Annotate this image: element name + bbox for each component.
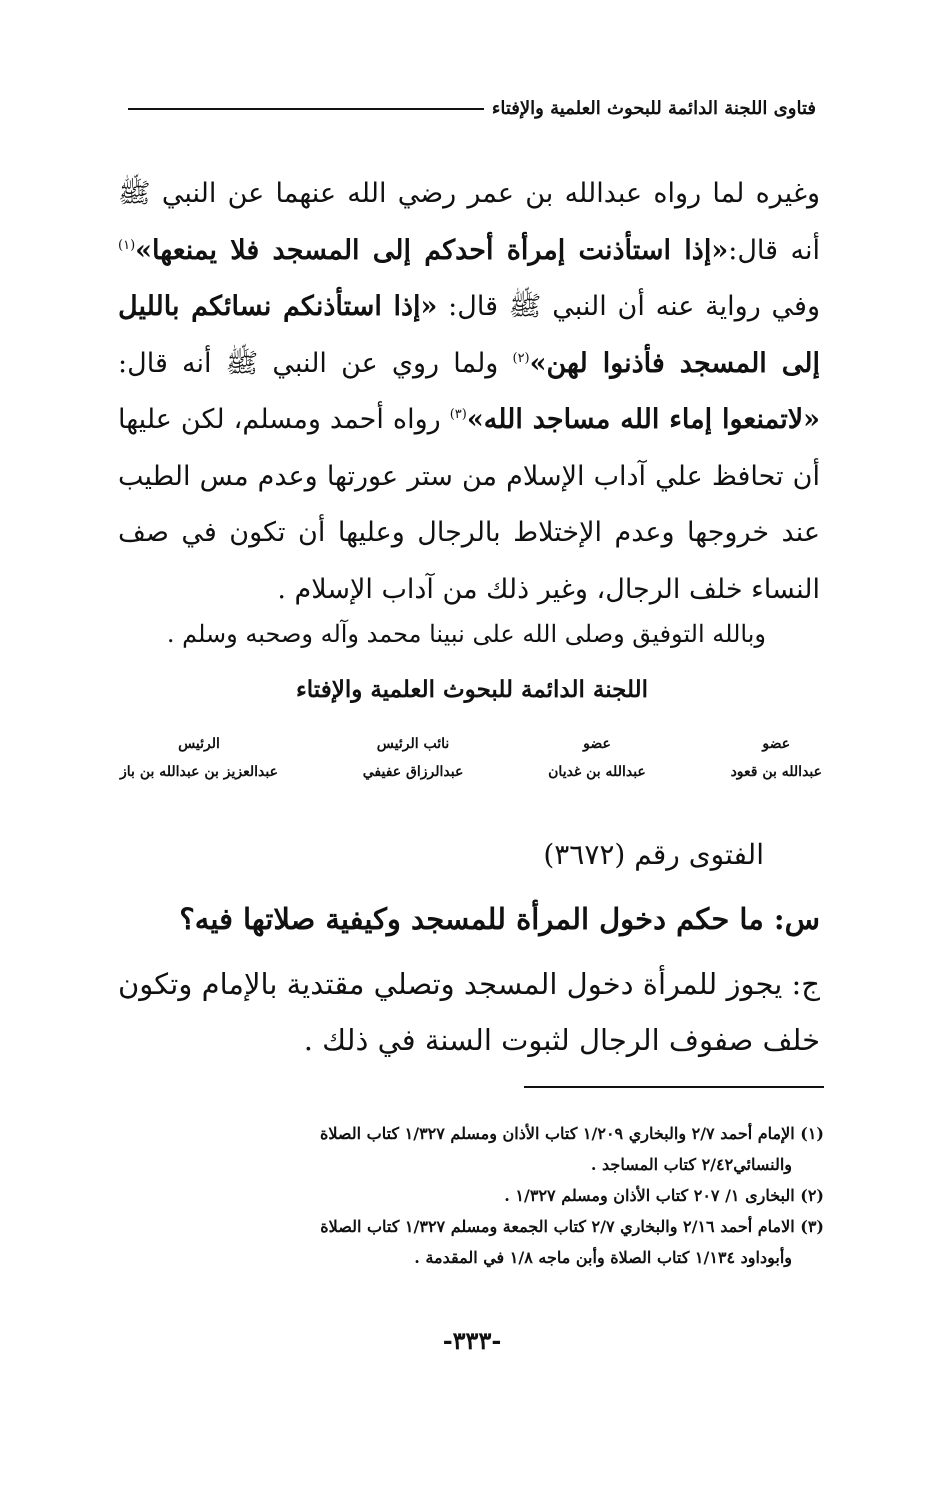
question: س: ما حكم دخول المرأة للمسجد وكيفية صلاتها فيه؟ — [179, 902, 820, 936]
footnote-ref: (٢) — [512, 350, 530, 366]
signature — [731, 736, 822, 780]
signatures-block — [120, 736, 822, 780]
footnote-separator — [524, 1086, 824, 1088]
signature-name: عبدالرزاق عفيفي — [362, 764, 464, 780]
footnote-ref: (٣) — [449, 407, 467, 422]
body-segment: وغيره لما رواه عبدالله بن عمر رضي الله عنهما عن النبي ﷺ أنه قال: — [118, 178, 820, 266]
hadith-quote: «إذا استأذنكم نسائكم بالليل إلى المسجد فأذنوا لهن» — [118, 291, 820, 379]
footnote-1-continued: والنسائي٢/٤٢ كتاب المساجد . — [590, 1155, 792, 1174]
footnote-3: (٣) الامام أحمد ٢/١٦ والبخاري ٢/٧ كتاب الجمعة ومسلم ١/٣٢٧ كتاب الصلاة — [320, 1217, 824, 1236]
signature-name: عبدالله بن غديان — [548, 764, 646, 780]
fatwa-number: الفتوى رقم (٣٦٧٢) — [543, 838, 764, 871]
signature-name: عبدالله بن قعود — [730, 764, 822, 780]
body-segment: رواه أحمد ومسلم، لكن عليها أن تحافظ علي آداب الإسلام من ستر عورتها وعدم مس الطيب عند خروجها وعدم الإختلاط بالرجال وعليها أن تكون في صف النساء خلف الرجال، وغير ذلك من آداب الإسلام . — [118, 404, 820, 605]
body-paragraph — [118, 166, 820, 618]
committee-title: اللجنة الدائمة للبحوث العلمية والإفتاء — [295, 676, 649, 703]
signature-name: عبدالعزيز بن عبدالله بن باز — [120, 764, 278, 780]
signature-role: نائب الرئيس — [376, 736, 450, 752]
body-segment: وفي رواية عنه أن النبي ﷺ قال: — [437, 291, 820, 322]
signature-role: الرئيس — [178, 736, 220, 752]
page-number: -٣٣٣- — [442, 1326, 502, 1355]
closing-line: وبالله التوفيق وصلى الله على نبينا محمد وآله وصحبه وسلم . — [166, 620, 766, 648]
footnote-3-continued: وأبوداود ١/١٣٤ كتاب الصلاة وأبن ماجه ١/٨ في المقدمة . — [414, 1248, 792, 1267]
body-segment: ولما روي عن النبي ﷺ أنه قال: — [118, 347, 513, 379]
signature — [363, 736, 464, 780]
signature — [548, 736, 646, 780]
header-title: فتاوى اللجنة الدائمة للبحوث العلمية والإفتاء — [491, 98, 816, 119]
answer-text: ج: يجوز للمرأة دخول المسجد وتصلي مقتدية بالإمام وتكون خلف صفوف الرجال لثبوت السنة في ذلك . — [118, 967, 820, 1057]
footnote-ref: (١) — [118, 237, 136, 253]
footnote-1: (١) الإمام أحمد ٢/٧ والبخاري ١/٢٠٩ كتاب الأذان ومسلم ١/٣٢٧ كتاب الصلاة — [319, 1124, 824, 1143]
footnotes — [114, 1118, 824, 1273]
fatwa-body-text — [118, 166, 820, 618]
signature-role: عضو — [762, 736, 791, 752]
running-header — [128, 98, 816, 119]
hadith-quote: «لاتمنعوا إماء الله مساجد الله» — [466, 404, 820, 435]
footnote-2: (٢) البخارى ١/ ٢٠٧ كتاب الأذان ومسلم ١/٣٢٧ . — [504, 1186, 824, 1205]
header-rule — [128, 108, 484, 110]
hadith-quote: «إذا استأذنت إمرأة أحدكم إلى المسجد فلا يمنعها» — [135, 234, 729, 266]
answer — [118, 956, 820, 1068]
signature-role: عضو — [583, 736, 611, 752]
signature — [120, 736, 278, 780]
